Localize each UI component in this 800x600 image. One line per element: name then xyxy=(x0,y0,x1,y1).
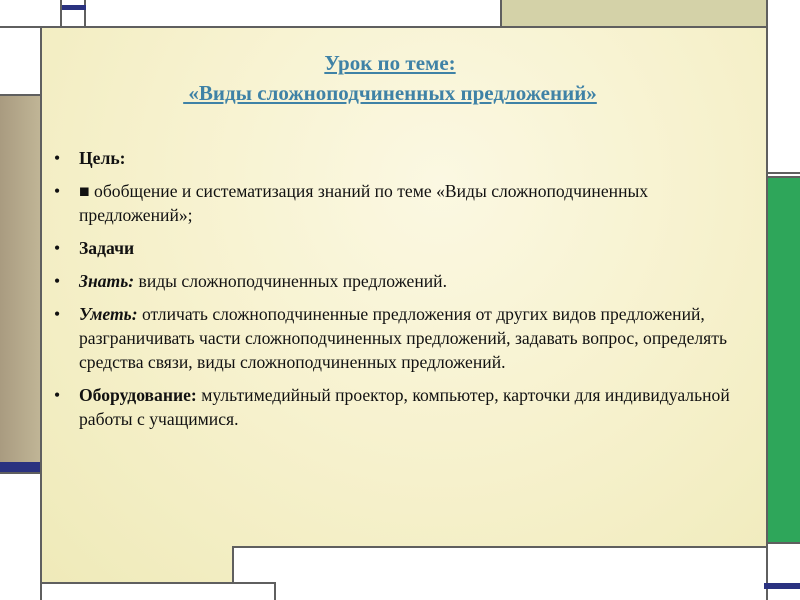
decor-top-thin-strip xyxy=(84,0,504,28)
bullet-tasks xyxy=(54,236,756,260)
decor-top-left-box xyxy=(0,0,62,28)
bullet-skills xyxy=(54,302,756,374)
title-line-1: Урок по теме: xyxy=(324,51,456,75)
decor-green-box xyxy=(766,176,800,544)
slide-title xyxy=(90,48,690,108)
decor-navy-bar-bottom xyxy=(764,583,800,589)
decor-right-bottom-box xyxy=(766,542,800,600)
decor-tan-panel xyxy=(0,94,42,464)
bullet-dot: • xyxy=(54,385,61,405)
know-text: виды сложноподчиненных предложений. xyxy=(134,271,447,291)
bullet-know xyxy=(54,269,756,293)
decor-top-navy-line xyxy=(62,5,86,10)
bullet-goal xyxy=(54,146,756,170)
bullet-dot: • xyxy=(54,238,61,258)
bullet-dot: • xyxy=(54,148,61,168)
bullet-dot: • xyxy=(54,304,61,324)
bullet-dot: • xyxy=(54,181,61,201)
decor-left-bottom-box xyxy=(0,472,42,600)
title-line-2: «Виды сложноподчиненных предложений» xyxy=(183,81,597,105)
bullet-equipment xyxy=(54,383,756,431)
goal-label: Цель: xyxy=(79,148,126,168)
decor-navy-bar-left xyxy=(0,462,42,472)
equipment-label: Оборудование: xyxy=(79,385,197,405)
skills-text: отличать сложноподчиненные предложения от других видов предложений, разграничивать части сложноподчиненных предложений, задавать вопрос, определять средства связи, виды сложноподчиненных предложений. xyxy=(79,304,727,372)
decor-left-white-box xyxy=(0,26,42,96)
decor-bottom-center-box xyxy=(232,546,768,600)
tasks-label: Задачи xyxy=(79,238,135,258)
equipment-text: мультимедийный проектор, компьютер, карточки для индивидуальной работы с учащимися. xyxy=(79,385,730,429)
bullet-goal-text xyxy=(54,179,756,227)
goal-text: ■ обобщение и систематизация знаний по теме «Виды сложноподчиненных предложений»; xyxy=(79,181,649,225)
know-label: Знать: xyxy=(79,271,135,291)
decor-right-top-box xyxy=(766,0,800,174)
bullet-list xyxy=(54,146,756,440)
bullet-dot: • xyxy=(54,271,61,291)
skills-label: Уметь: xyxy=(79,304,138,324)
decor-bottom-left-box xyxy=(40,582,276,600)
